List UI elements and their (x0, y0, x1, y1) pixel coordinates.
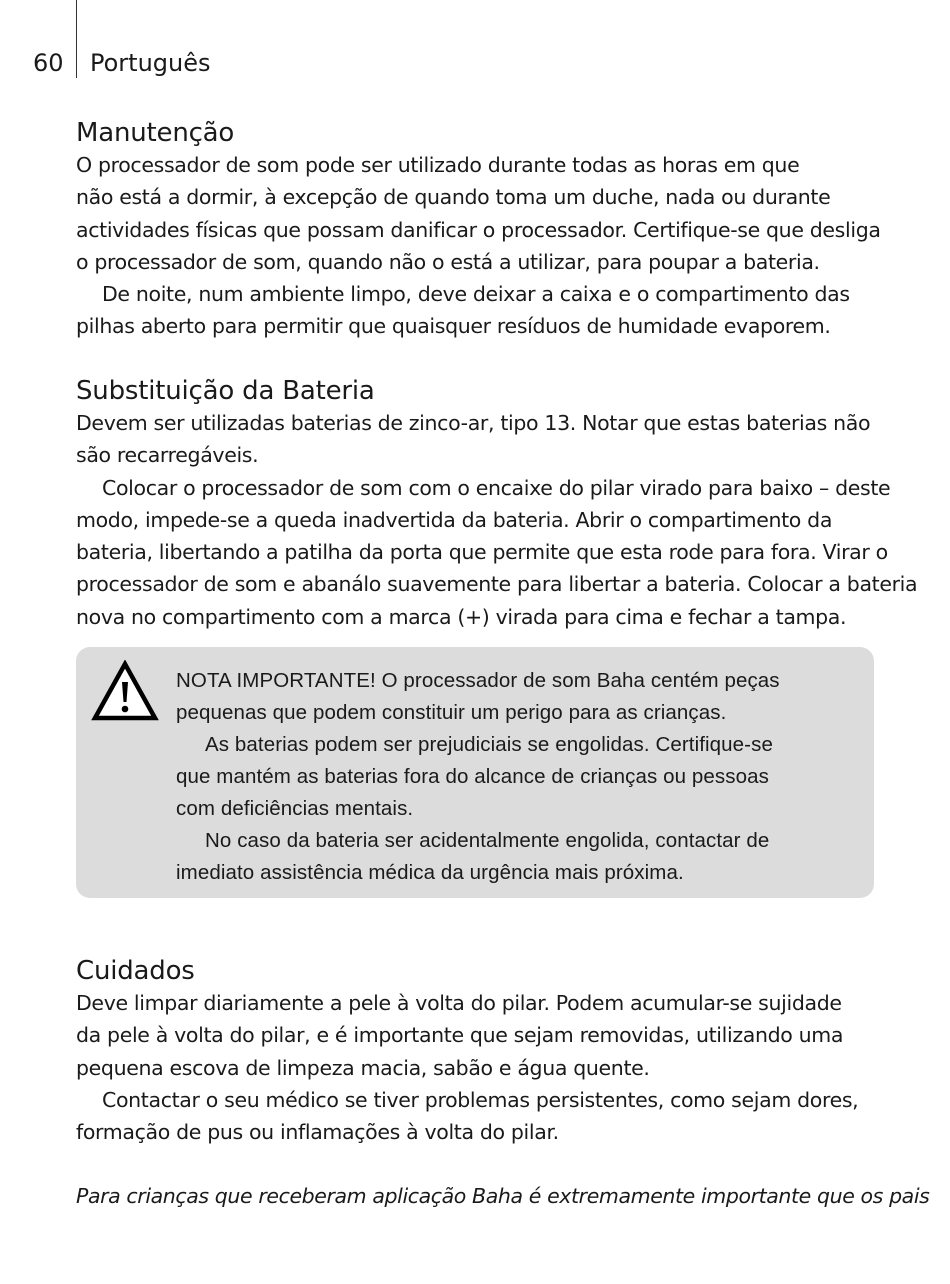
text-line: processador de som e abanálo suavemente para libertar a bateria. Colocar a bateria (76, 572, 918, 597)
text-line: da pele à volta do pilar, e é importante que sejam removidas, utilizando uma (76, 1023, 844, 1048)
note-line: pequenas que podem constituir um perigo para as crianças. (176, 701, 727, 724)
section-maintenance (76, 117, 881, 343)
text-line: Deve limpar diariamente a pele à volta do pilar. Podem acumular-se sujidade (76, 991, 842, 1015)
text-line: actividades físicas que possam danificar o processador. Certifique-se que desliga (76, 217, 881, 242)
text-line: Devem ser utilizadas baterias de zinco-ar, tipo 13. Notar que estas baterias não (76, 411, 871, 435)
page-number: 60 (33, 49, 64, 77)
note-line-indented: As baterias podem ser prejudiciais se engolidas. Certifique-se (205, 733, 773, 756)
text-line-indented: Contactar o seu médico se tiver problemas persistentes, como sejam dores, (102, 1087, 859, 1112)
section-title-care: Cuidados (76, 956, 195, 986)
text-line: são recarregáveis. (76, 443, 259, 468)
section-care (76, 955, 876, 1148)
text-line: O processador de som pode ser utilizado durante todas as horas em que (76, 153, 800, 177)
note-line: com deficiências mentais. (176, 797, 414, 820)
text-line: não está a dormir, à excepção de quando toma um duche, nada ou durante (76, 185, 831, 210)
warning-triangle-icon (91, 660, 159, 722)
text-line: pequena escova de limpeza macia, sabão e água quente. (76, 1055, 650, 1080)
note-line: imediato assistência médica da urgência mais próxima. (176, 861, 684, 884)
note-line: que mantém as baterias fora do alcance de crianças ou pessoas (176, 765, 769, 788)
note-line: NOTA IMPORTANTE! O processador de som Baha centém peças (176, 669, 780, 692)
text-line: bateria, libertando a patilha da porta que permite que esta rode para fora. Virar o (76, 540, 888, 565)
text-line: o processador de som, quando não o está a utilizar, para poupar a bateria. (76, 249, 820, 274)
text-line: formação de pus ou inflamações à volta do pilar. (76, 1120, 559, 1145)
note-line-indented: No caso da bateria ser acidentalmente engolida, contactar de (205, 829, 770, 852)
text-line: nova no compartimento com a marca (+) virada para cima e fechar a tampa. (76, 604, 847, 629)
section-title-maintenance: Manutenção (76, 118, 235, 148)
section-battery (76, 375, 918, 633)
care-body (76, 987, 876, 1148)
text-line: pilhas aberto para permitir que quaisquer resíduos de humidade evaporem. (76, 314, 831, 339)
text-line: modo, impede-se a queda inadvertida da bateria. Abrir o compartimento da (76, 507, 833, 532)
text-line-indented: De noite, num ambiente limpo, deve deixar a caixa e o compartimento das (102, 282, 850, 307)
header-divider (76, 0, 77, 78)
battery-body (76, 407, 918, 633)
language-label: Português (90, 49, 211, 77)
closing-italic-text: Para crianças que receberam aplicação Baha é extremamente importante que os pais (76, 1184, 930, 1208)
important-note-text (176, 665, 866, 889)
maintenance-body (76, 149, 881, 343)
text-line-indented: Colocar o processador de som com o encaixe do pilar virado para baixo – deste (102, 475, 891, 500)
section-title-battery: Substituição da Bateria (76, 376, 375, 406)
important-note-box (76, 647, 874, 898)
